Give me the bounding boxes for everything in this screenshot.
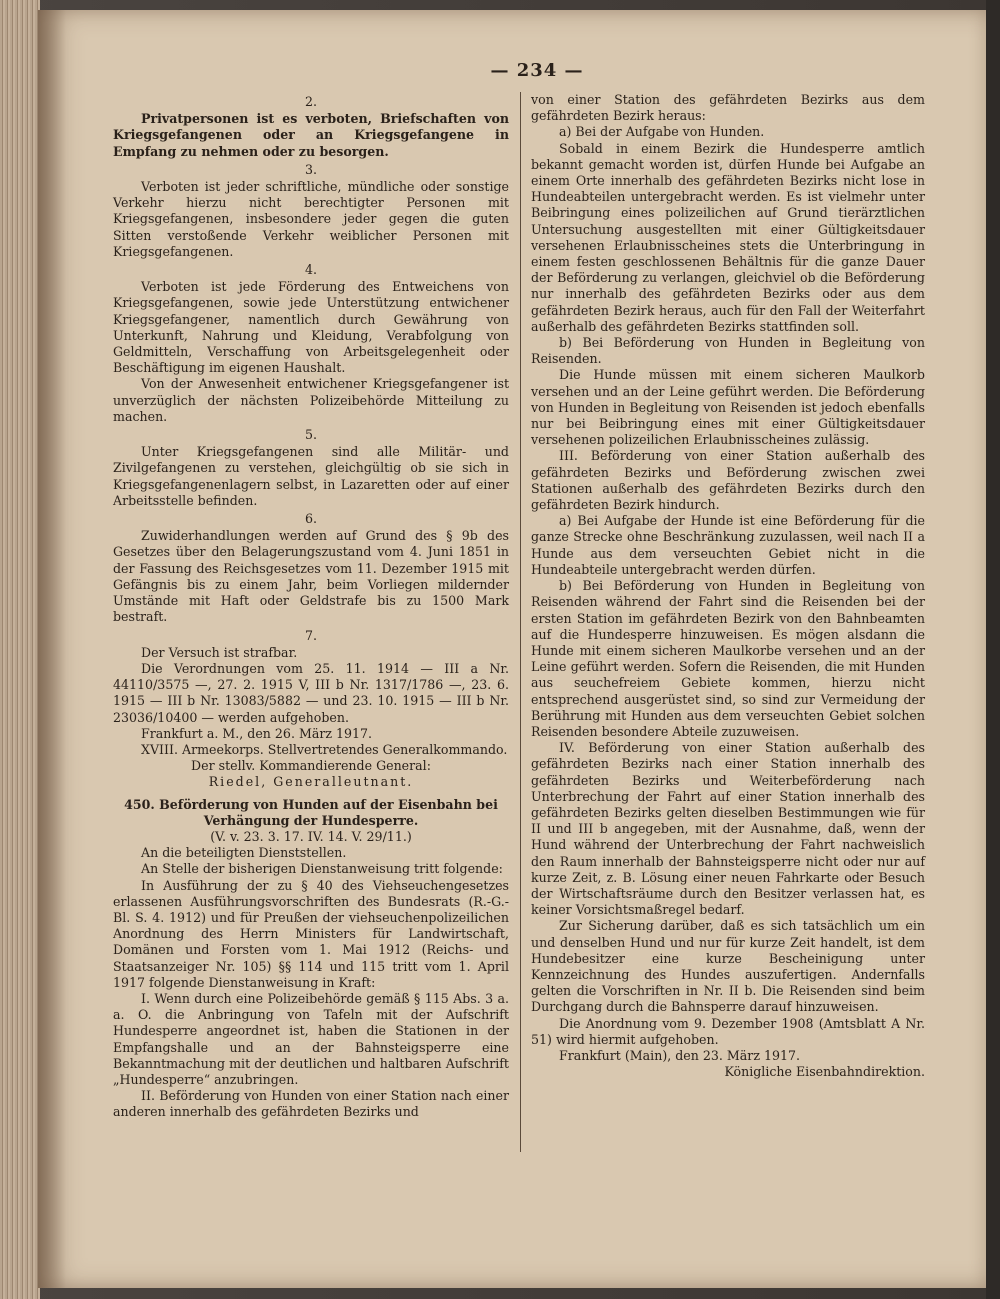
place-date: Frankfurt a. M., den 26. März 1917. bbox=[141, 725, 373, 741]
left-column bbox=[113, 92, 509, 1121]
right-edge bbox=[986, 0, 1000, 1299]
section-number: 4. bbox=[304, 262, 318, 278]
section-number: 2. bbox=[304, 94, 318, 109]
reference: (V. v. 23. 3. 17. IV. 14. V. 29/11.) bbox=[210, 828, 412, 844]
binding-gutter bbox=[38, 10, 66, 1288]
paragraph: Der Versuch ist strafbar. bbox=[141, 644, 298, 660]
paragraph: a) Bei Aufgabe der Hunde ist eine Beförderung für die ganze Strecke ohne Beschränkung zuzulassen, weil nach II a Hunde aus dem verseuchten Gebiet nicht in die Hundeabteile untergebracht werden dürfen. bbox=[531, 513, 925, 577]
section-number: 5. bbox=[304, 427, 318, 443]
right-column bbox=[531, 92, 925, 1080]
paragraph: Von der Anwesenheit entwichener Kriegsgefangener ist unverzüglich der nächsten Polizeibehörde Mitteilung zu machen. bbox=[113, 376, 509, 424]
subheading: a) Bei der Aufgabe von Hunden. bbox=[559, 124, 765, 140]
paragraph: Zur Sicherung darüber, daß es sich tatsächlich um ein und denselben Hund und nur für kurze Zeit handelt, ist dem Hundebesitzer eine kurze Bescheinigung unter Kennzeichnung des Hundes auszufertigen. Andernfalls gelten die Vorschriften in Nr. II b. Die Reisenden sind beim Durchgang durch die Bahnsperre darauf hinzuweisen. bbox=[531, 918, 925, 1015]
place-date: Frankfurt (Main), den 23. März 1917. bbox=[559, 1047, 801, 1063]
page-number: — 234 — bbox=[490, 60, 584, 81]
addressee: An die beteiligten Dienststellen. bbox=[141, 845, 347, 861]
paragraph: I. Wenn durch eine Polizeibehörde gemäß § 115 Abs. 3 a. a. O. die Anbringung von Tafeln mit der Aufschrift Hundesperre angeordnet ist, haben die Stationen in der Empfangshalle und an der Bahnsteigsperre eine Bekanntmachung mit der deutlichen und haltbaren Aufschrift „Hundesperre“ anzubringen. bbox=[113, 990, 509, 1087]
issuer-corps: XVIII. Armeekorps. Stellvertretendes Generalkommando. bbox=[141, 741, 508, 757]
paragraph: Privatpersonen ist es verboten, Briefschaften von Kriegsgefangenen oder an Kriegsgefangene in Empfang zu nehmen oder zu besorgen. bbox=[113, 111, 509, 159]
paragraph: Die Anordnung vom 9. Dezember 1908 (Amtsblatt A Nr. 51) wird hiermit aufgehoben. bbox=[531, 1015, 925, 1047]
signature: Königliche Eisenbahndirektion. bbox=[724, 1064, 925, 1080]
subheading: b) Bei Beförderung von Hunden in Begleitung von Reisenden. bbox=[531, 335, 925, 367]
section-heading: 450. Beförderung von Hunden auf der Eisenbahn bei Verhängung der Hundesperre. bbox=[124, 796, 498, 828]
paragraph: von einer Station des gefährdeten Bezirks aus dem gefährdeten Bezirk heraus: bbox=[531, 92, 925, 124]
section-number: 6. bbox=[304, 511, 318, 527]
general-name: Riedel, Generalleutnant. bbox=[208, 774, 414, 790]
paragraph: Die Verordnungen vom 25. 11. 1914 — III a Nr. 44110/3575 —, 27. 2. 1915 V, III b Nr. 1317/1786 —, 23. 6. 1915 — III b Nr. 13083/5882 — und 23. 10. 1915 — III b Nr. 23036/10400 — werden aufgehoben. bbox=[113, 660, 509, 725]
paragraph: Verboten ist jeder schriftliche, mündliche oder sonstige Verkehr hierzu nicht berechtigter Personen mit Kriegsgefangenen, insbesondere jeder gegen die guten Sitten verstoßende Verkehr weiblicher Personen mit Kriegsgefangenen. bbox=[113, 179, 509, 259]
paragraph: Sobald in einem Bezirk die Hundesperre amtlich bekannt gemacht worden ist, dürfen Hunde bei Aufgabe an einem Orte innerhalb des gefährdeten Bezirks nicht lose in Hundeabteilen untergebracht werden. Es ist vielmehr unter Beibringung eines polizeilichen auf Grund tierärztlichen Untersuchung ausgestellten mit einer Gültigkeitsdauer versehenen Erlaubnisscheines stets die Unterbringung in einem festen geschlossenen Behältnis für die ganze Dauer der Beförderung zu verlangen, gleichviel ob die Beförderung nur innerhalb des gefährdeten Bezirks oder aus dem gefährdeten Bezirk heraus, auch für den Fall der Weiterfahrt außerhalb des gefährdeten Bezirks stattfinden soll. bbox=[531, 140, 925, 334]
paragraph: An Stelle der bisherigen Dienstanweisung tritt folgende: bbox=[141, 861, 503, 877]
paragraph: b) Bei Beförderung von Hunden in Begleitung von Reisenden während der Fahrt sind die Reisenden bei der ersten Station im gefährdeten Bezirk von den Bahnbeamten auf die Hundesperre hinzuweisen. Es mögen alsdann die Hunde mit einem sicheren Maulkorbe versehen und an der Leine geführt werden. Sofern die Reisenden, die mit Hunden aus seuchefreiem Gebiete kommen, hierzu nicht entsprechend ausgerüstet sind, so sind zur Vermeidung der Berührung mit Hunden aus dem verseuchten Gebiet solchen Reisenden besondere Abteile zuzuweisen. bbox=[531, 578, 925, 739]
page-stack-edge bbox=[0, 0, 40, 1299]
paragraph: Verboten ist jede Förderung des Entweichens von Kriegsgefangenen, sowie jede Unterstützung entwichener Kriegsgefangener, namentlich durch Gewährung von Unterkunft, Nahrung und Kleidung, Verabfolgung von Geldmitteln, Verschaffung von Arbeitsgelegenheit oder Beschäftigung im eigenen Haushalt. bbox=[113, 279, 509, 376]
paragraph: Unter Kriegsgefangenen sind alle Militär- und Zivilgefangenen zu verstehen, gleichgültig ob sie sich in Kriegsgefangenenlagern selbst, in Lazaretten oder auf einer Arbeitsstelle befinden. bbox=[113, 444, 509, 508]
paragraph: In Ausführung der zu § 40 des Viehseuchengesetzes erlassenen Ausführungsvorschriften des Bundesrats (R.-G.-Bl. S. 4. 1912) und für Preußen der viehseuchenpolizeilichen Anordnung des Herrn Ministers für Landwirtschaft, Domänen und Forsten vom 1. Mai 1912 (Reichs- und Staatsanzeiger Nr. 105) §§ 114 und 115 tritt vom 1. April 1917 folgende Dienstanweisung in Kraft: bbox=[113, 877, 509, 990]
section-number: 3. bbox=[304, 161, 318, 177]
paragraph: Zuwiderhandlungen werden auf Grund des § 9b des Gesetzes über den Belagerungszustand vom 4. Juni 1851 in der Fassung des Reichsgesetzes vom 11. Dezember 1915 mit Gefängnis bis zu einem Jahr, beim Vorliegen mildernder Umstände mit Haft oder Geldstrafe bis zu 1500 Mark bestraft. bbox=[113, 528, 509, 625]
paragraph: Die Hunde müssen mit einem sicheren Maulkorb versehen und an der Leine geführt werden. Die Beförderung von Hunden in Begleitung von Reisenden ist jedoch ebenfalls nur bei Beibringung eines mit einer Gültigkeitsdauer versehenen polizeilichen Erlaubnisscheines zulässig. bbox=[531, 367, 925, 448]
paragraph: II. Beförderung von Hunden von einer Station nach einer anderen innerhalb des gefährdeten Bezirks und bbox=[113, 1088, 509, 1120]
section-number: 7. bbox=[304, 627, 318, 643]
general-title: Der stellv. Kommandierende General: bbox=[191, 758, 431, 774]
paragraph: III. Beförderung von einer Station außerhalb des gefährdeten Bezirks und Beförderung zwischen zwei Stationen außerhalb des gefährdeten Bezirks durch den gefährdeten Bezirk hindurch. bbox=[531, 448, 925, 513]
paragraph: IV. Beförderung von einer Station außerhalb des gefährdeten Bezirks nach einer Station innerhalb des gefährdeten Bezirks und Weiterbeförderung nach Unterbrechung der Fahrt auf einer Station innerhalb des gefährdeten Bezirks gelten dieselben Bestimmungen wie für II und III b angegeben, mit der Ausnahme, daß, wenn der Hund während der Unterbrechung der Fahrt nachweislich den Raum innerhalb der Bahnsteigsperre nicht oder nur auf kurze Zeit, z. B. Lösung einer neuen Fahrkarte oder Besuch der Wirtschaftsräume durch den Besitzer verlassen hat, es keiner Vorsichtsmaßregel bedarf. bbox=[531, 740, 925, 918]
